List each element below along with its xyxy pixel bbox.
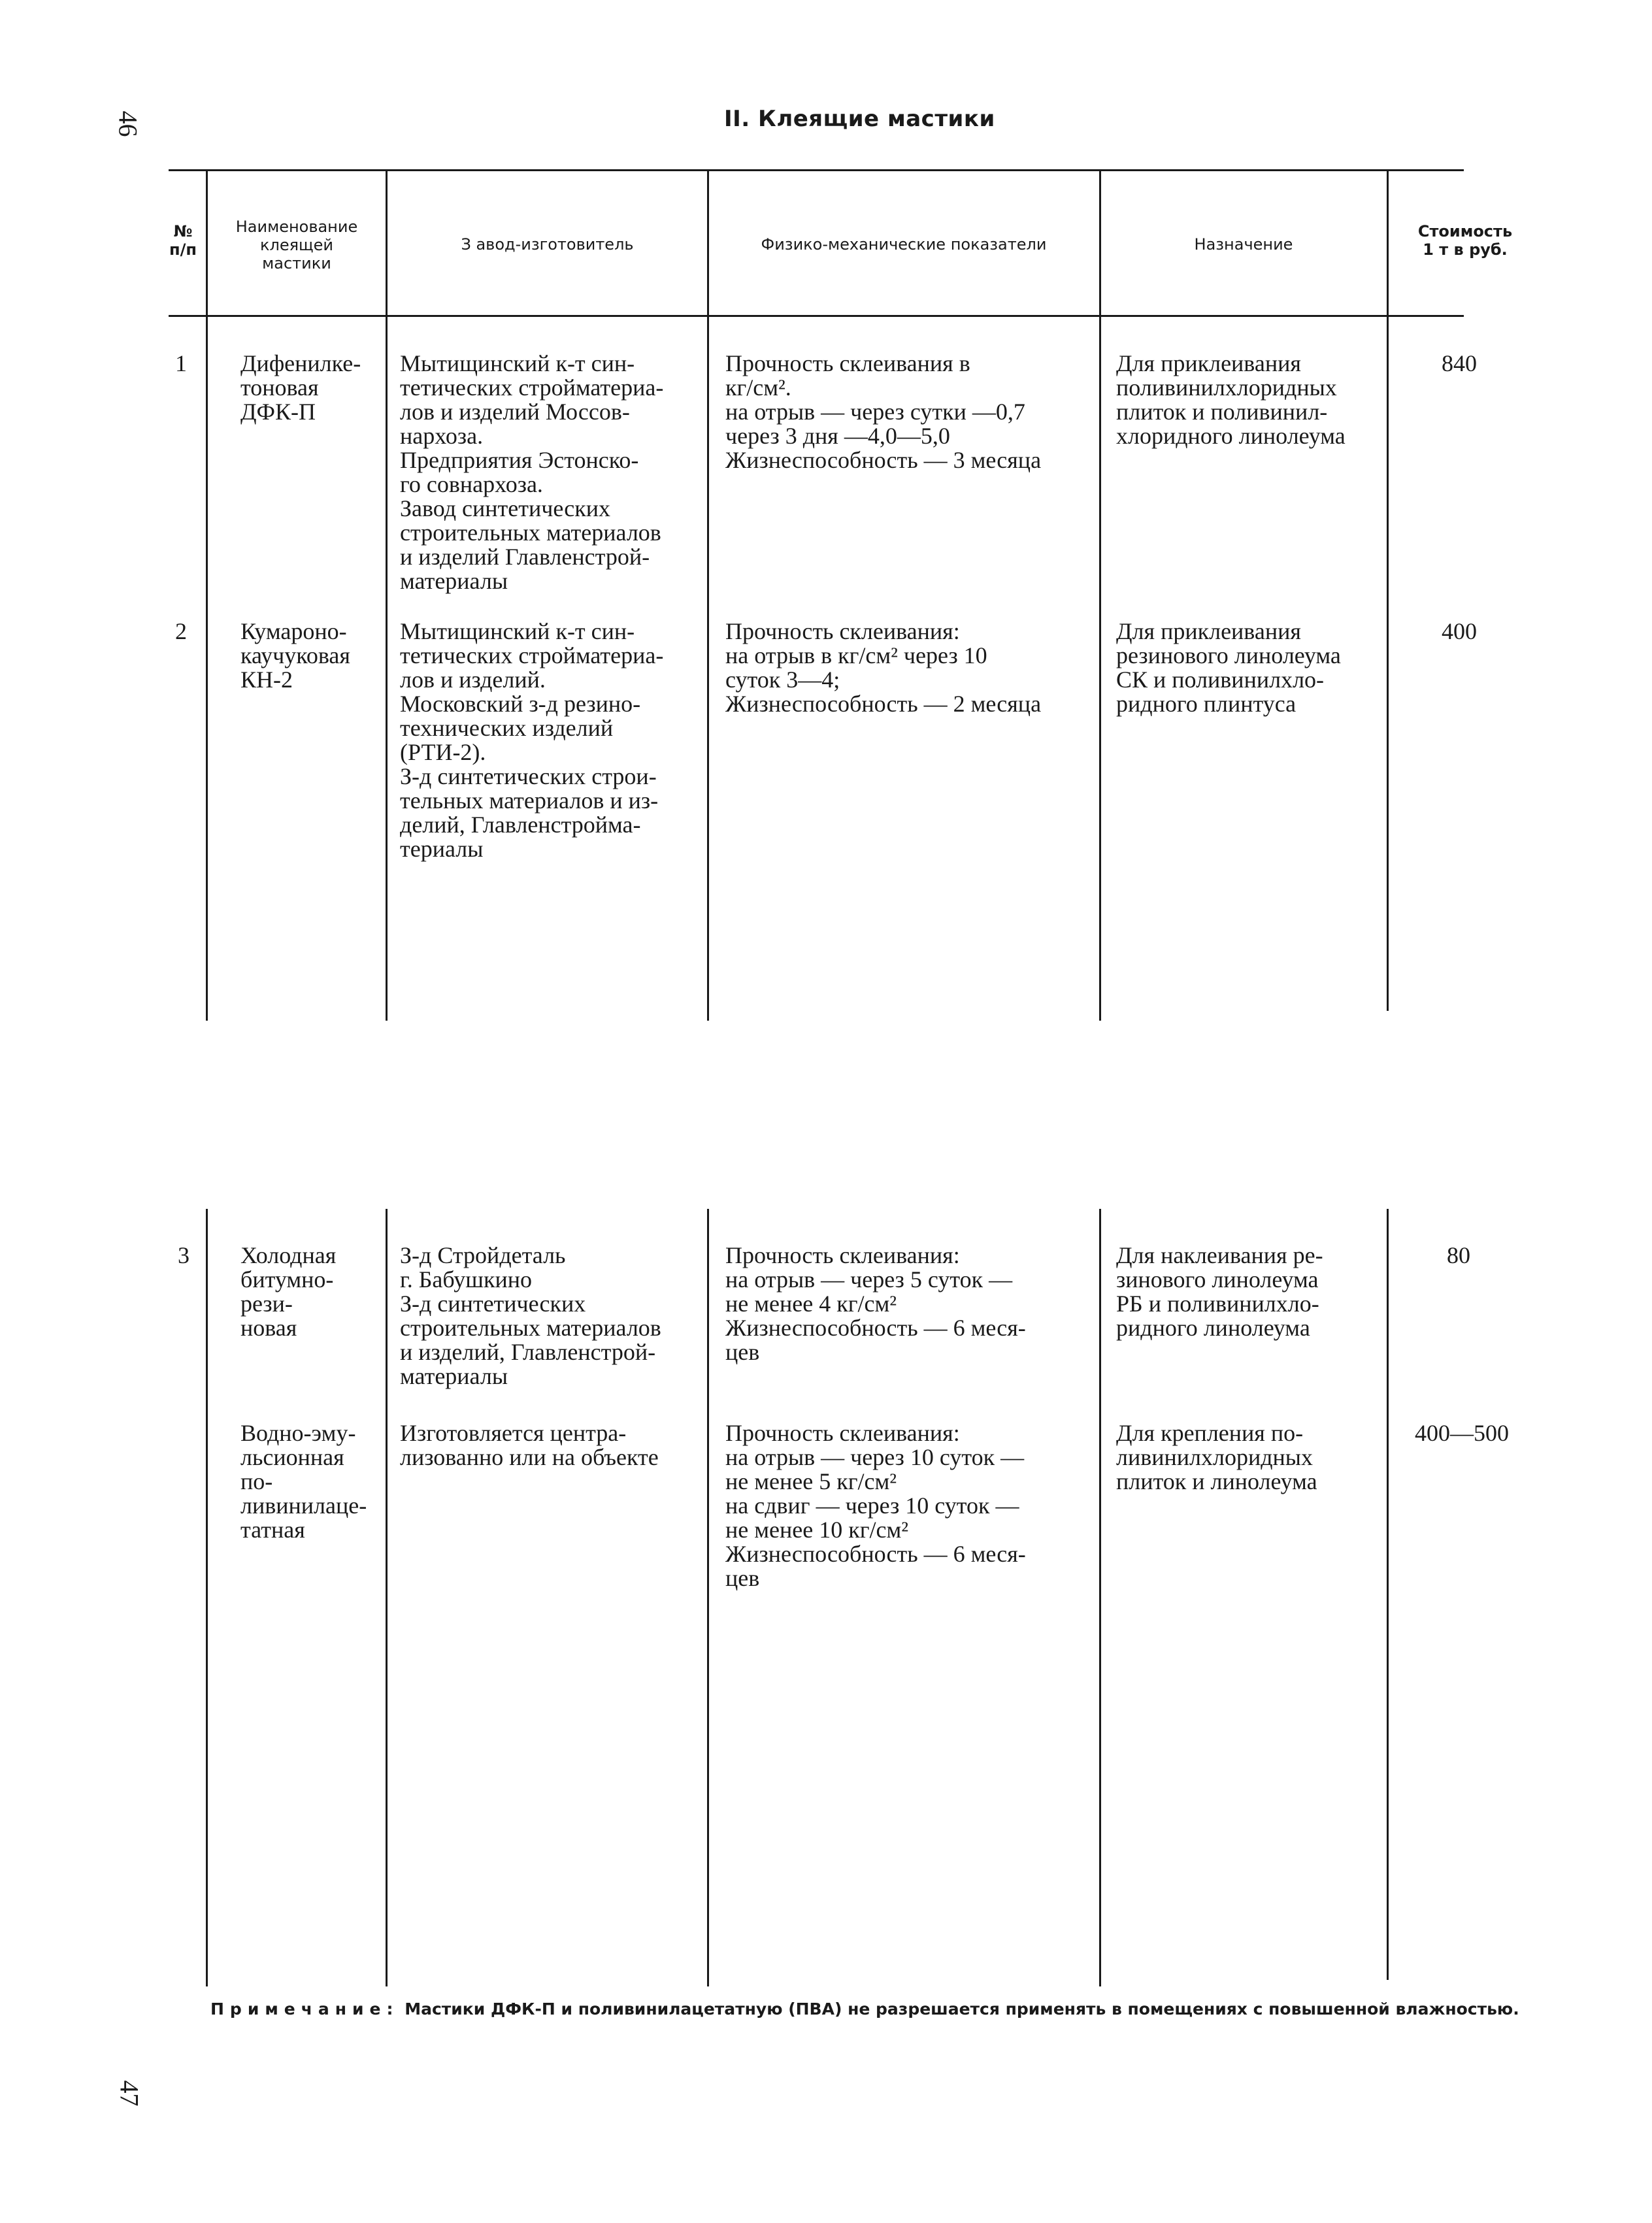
col-divider-1 — [206, 171, 208, 1021]
row2-num: 2 — [175, 618, 187, 644]
row3-name: Холодная битумно-рези- новая — [240, 1242, 337, 1341]
row4-manufacturer: Изготовляется центра- лизованно или на объекте — [400, 1420, 659, 1470]
row2-purpose: Для приклеивания резинового линолеума СК и поливинилхло- ридного плинтуса — [1116, 618, 1341, 717]
page-number-top: 46 — [113, 110, 143, 137]
row3-properties: Прочность склеивания: на отрыв — через 5 суток — не менее 4 кг/см² Жизнеспособность — 6 меся- цев — [725, 1242, 1026, 1365]
row1-name: Дифенилке- тоновая ДФК-П — [240, 350, 361, 425]
row1-num: 1 — [175, 350, 187, 376]
row2-name: Кумароно- каучуковая КН-2 — [240, 618, 350, 693]
section-title: II. Клеящие мастики — [724, 106, 995, 132]
header-name: Наименование клеящей мастики — [235, 218, 358, 272]
footnote-text: Мастики ДФК-П и поливинилацетатную (ПВА) не разрешается применять в помещениях с повышенной влажностью. — [405, 2000, 1519, 2018]
col-divider-4-lower — [1099, 1209, 1101, 1986]
row2-cost: 400 — [1442, 618, 1477, 644]
col-divider-5-lower — [1387, 1209, 1389, 1980]
row1-manufacturer: Мытищинский к-т син- тетических стройматериа- лов и изделий Моссов- нархоза. Предприятия Эстонско- го совнархоза. Завод синтетических строительных материалов и изделий Главленстрой- материалы — [400, 350, 664, 594]
col-divider-2 — [386, 171, 388, 1021]
row2-manufacturer: Мытищинский к-т син- тетических стройматериа- лов и изделий. Московский з-д резино- технических изделий (РТИ-2). З-д синтетических строи- тельных материалов и из- делий, Главленстройма- териалы — [400, 618, 664, 862]
col-divider-5 — [1387, 171, 1389, 1011]
row4-name: Водно-эму- льсионная по- ливинилаце- татная — [240, 1420, 367, 1543]
row4-cost: 400—500 — [1415, 1420, 1509, 1446]
row1-purpose: Для приклеивания поливинилхлоридных плиток и поливинил- хлоридного линолеума — [1116, 350, 1346, 449]
row1-properties: Прочность склеивания в кг/см². на отрыв — через сутки —0,7 через 3 дня —4,0—5,0 Жизнеспособность — 3 месяца — [725, 350, 1042, 473]
row1-cost: 840 — [1442, 350, 1477, 376]
header-bottom-rule — [169, 315, 1464, 317]
col-divider-4 — [1099, 171, 1101, 1021]
header-properties: Физико-механические показатели — [761, 235, 1047, 254]
footnote-label: Примечание: — [210, 2000, 399, 2018]
row4-properties: Прочность склеивания: на отрыв — через 10 суток — не менее 5 кг/см² на сдвиг — через 10 суток — не менее 10 кг/см² Жизнеспособность — 6 меся- цев — [725, 1420, 1026, 1591]
col-divider-1-lower — [206, 1209, 208, 1986]
table-top-rule — [169, 169, 1464, 171]
col-divider-3 — [707, 171, 709, 1021]
row3-purpose: Для наклеивания ре- зинового линолеума РБ и поливинилхло- ридного линолеума — [1116, 1242, 1323, 1341]
header-purpose: Назначение — [1194, 235, 1293, 254]
row3-cost: 80 — [1447, 1242, 1470, 1268]
row3-manufacturer: З-д Стройдеталь г. Бабушкино З-д синтетических строительных материалов и изделий, Главленстрой- материалы — [400, 1242, 661, 1389]
row3-num: 3 — [178, 1242, 190, 1268]
col-divider-3-lower — [707, 1209, 709, 1986]
header-num: № п/п — [169, 222, 197, 259]
col-divider-2-lower — [386, 1209, 388, 1986]
header-manufacturer: З авод-изготовитель — [461, 235, 634, 254]
page-number-bottom: 47 — [114, 2080, 144, 2107]
row2-properties: Прочность склеивания: на отрыв в кг/см² через 10 суток 3—4; Жизнеспособность — 2 месяца — [725, 618, 1042, 717]
header-cost: Стоимость 1 т в руб. — [1417, 222, 1513, 259]
row4-purpose: Для крепления по- ливинилхлоридных плиток и линолеума — [1116, 1420, 1317, 1494]
footnote — [210, 2000, 1517, 2018]
